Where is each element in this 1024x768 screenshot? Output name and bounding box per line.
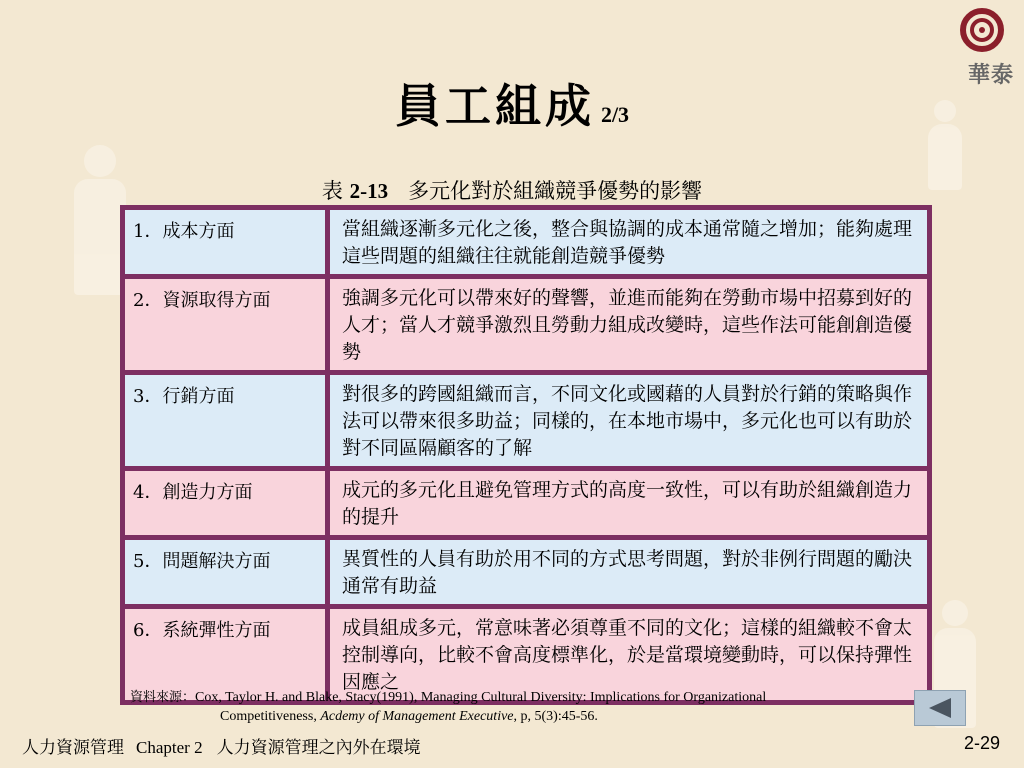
row-description: 異質性的人員有助於用不同的方式思考問題，對於非例行問題的勵決通常有助益 [330, 540, 927, 604]
caption-number: 2-13 [349, 179, 389, 203]
row-description: 對很多的跨國組織而言，不同文化或國藉的人員對於行銷的策略與作法可以帶來很多助益；同樣的，在本地市場中，多元化也可以有助於對不同區隔顧客的了解 [330, 375, 927, 466]
row-label: 1．成本方面 [125, 210, 325, 274]
row-label: 5．問題解決方面 [125, 540, 325, 604]
source-line2-end: , p, 5(3):45-56. [513, 709, 598, 724]
footer [22, 733, 421, 758]
table-row [125, 471, 927, 535]
row-description: 當組織逐漸多元化之後，整合與協調的成本通常隨之增加；能夠處理這些問題的組織往往就能創造競爭優勢 [330, 210, 927, 274]
source-line2-start: Competitiveness, [220, 709, 321, 724]
row-label: 2．資源取得方面 [125, 279, 325, 370]
arrow-left-icon [929, 698, 951, 718]
table-row [125, 210, 927, 274]
page-number: 2-29 [963, 733, 1000, 753]
table-row [125, 375, 927, 466]
title-main: 員工組成 [394, 79, 595, 133]
source-journal: Acdemy of Management Executive [320, 709, 514, 724]
title-page-fraction: 2/3 [600, 102, 630, 127]
source-label: 資料來源： [130, 690, 196, 705]
source-line1: Cox, Taylor H. and Blake, Stacy(1991), Managing Cultural Diversity: Implications for Organizational [195, 690, 767, 705]
footer-course: 人力資源管理 [22, 738, 124, 758]
back-button[interactable] [914, 690, 966, 726]
diversity-advantage-table [120, 205, 932, 705]
footer-chapter-title: 人力資源管理之內外在環境 [216, 738, 421, 758]
table-row [125, 609, 927, 700]
caption-text: 多元化對於組織競爭優勢的影響 [408, 179, 703, 203]
row-label: 6．系統彈性方面 [125, 609, 325, 700]
row-description: 強調多元化可以帶來好的聲響，並進而能夠在勞動市場中招募到好的人才；當人才競爭激烈且勞動力組成改變時，這些作法可能創創造優勢 [330, 279, 927, 370]
page-title [0, 70, 1024, 136]
logo-text: 華泰 [967, 62, 1014, 88]
table-caption [0, 175, 1024, 205]
row-description: 成員組成多元，常意味著必須尊重不同的文化；這樣的組織較不會太控制導向，比較不會高度標準化，於是當環境變動時，可以保持彈性因應之 [330, 609, 927, 700]
table-row [125, 540, 927, 604]
table-row [125, 279, 927, 370]
row-label: 3．行銷方面 [125, 375, 325, 466]
footer-chapter: Chapter 2 [136, 738, 203, 757]
source-citation [130, 688, 930, 726]
row-label: 4．創造力方面 [125, 471, 325, 535]
caption-prefix: 表 [321, 179, 343, 203]
row-description: 成元的多元化且避免管理方式的高度一致性，可以有助於組織創造力的提升 [330, 471, 927, 535]
logo-ring-icon [960, 8, 1004, 52]
